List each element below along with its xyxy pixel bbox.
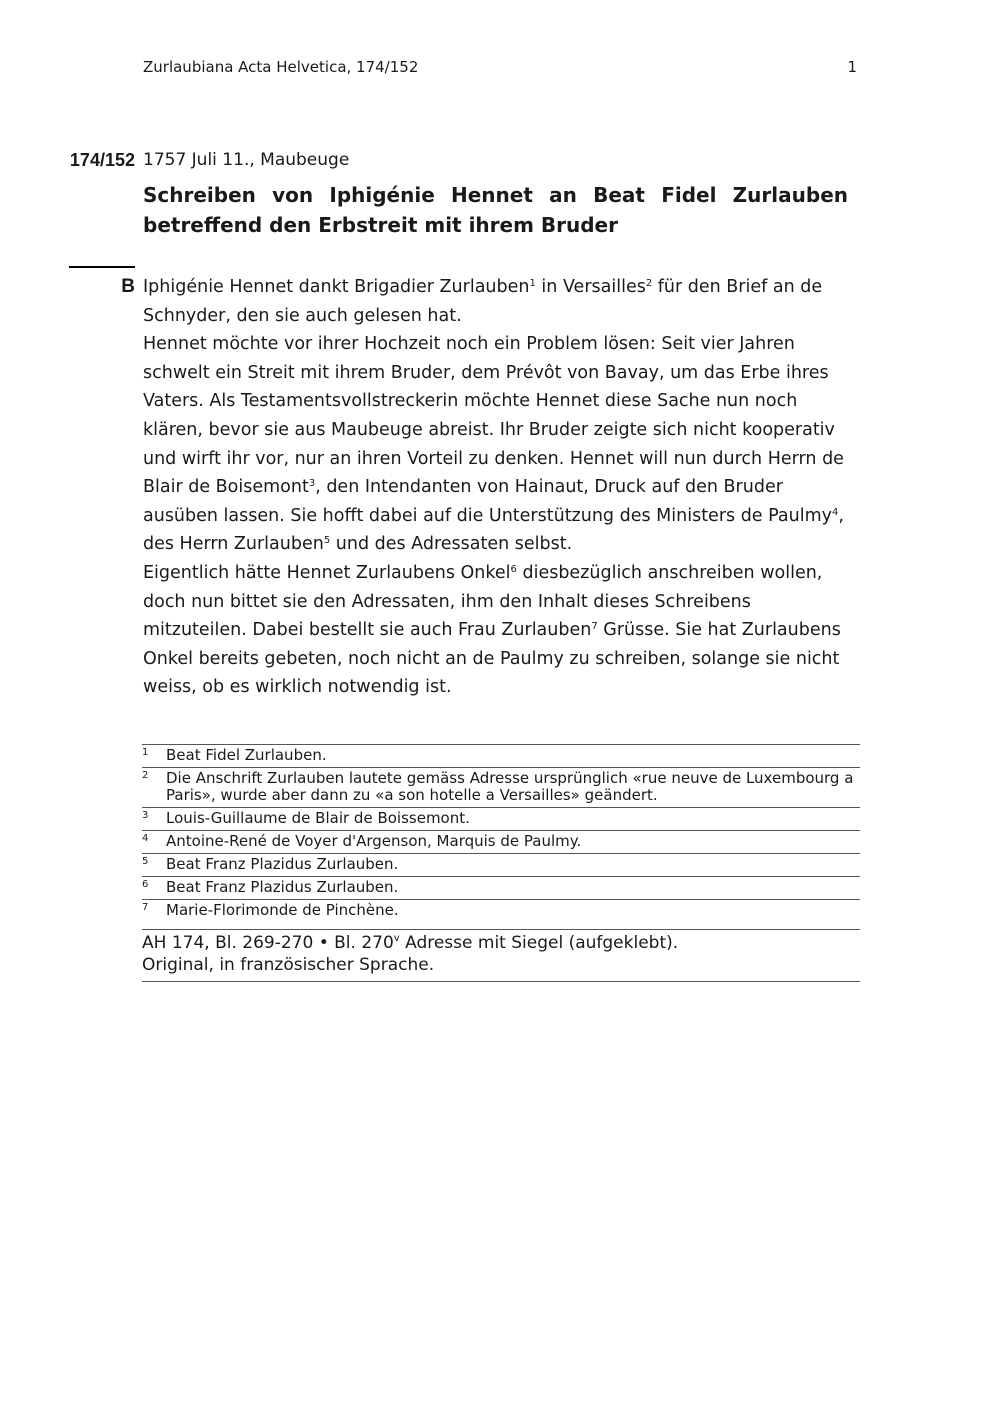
footnote-text: Marie-Florimonde de Pinchène. bbox=[166, 901, 399, 919]
footnote-text: Louis-Guillaume de Blair de Boissemont. bbox=[166, 809, 470, 827]
footnote bbox=[142, 807, 860, 830]
text-run: in Versailles bbox=[535, 277, 646, 297]
abstract-paragraph-1 bbox=[143, 273, 859, 330]
footnote-number: 6 bbox=[142, 879, 149, 890]
footnote-text: Beat Franz Plazidus Zurlauben. bbox=[166, 878, 399, 896]
footnote-ref-1[interactable]: 1 bbox=[529, 278, 536, 289]
page-number: 1 bbox=[847, 58, 857, 76]
footnote-number: 2 bbox=[142, 770, 149, 781]
section-rule bbox=[69, 266, 135, 268]
verso-mark: v bbox=[393, 933, 400, 944]
section-label: B bbox=[121, 276, 135, 297]
footnote bbox=[142, 744, 860, 767]
text-run: diesbezüglich anschreiben wollen, doch nun bittet sie den Adressaten, ihm den Inhalt dieses Schreibens mitzuteilen. Dabei bestellt sie auch Frau Zurlauben bbox=[143, 562, 823, 641]
source-text: Adresse mit Siegel (aufgeklebt). bbox=[399, 933, 679, 953]
footnote-text: Die Anschrift Zurlauben lautete gemäss Adresse ursprünglich «rue neuve de Luxembourg a Paris», wurde aber dann zu «a son hotelle a Versailles» geändert. bbox=[166, 769, 854, 804]
text-run: Grüsse. Sie hat Zurlaubens Onkel bereits gebeten, noch nicht an de Paulmy zu schreiben, solange sie nicht weiss, ob es wirklich notwendig ist. bbox=[143, 620, 841, 698]
abstract bbox=[143, 273, 859, 702]
footnote bbox=[142, 899, 860, 922]
source-line-1 bbox=[142, 932, 860, 954]
running-head bbox=[143, 58, 857, 76]
footnote bbox=[142, 767, 860, 807]
footnote-number: 7 bbox=[142, 902, 149, 913]
abstract-paragraph-2 bbox=[143, 330, 859, 559]
footnote-ref-3[interactable]: 3 bbox=[308, 478, 316, 490]
text-run: Eigentlich hätte Hennet Zurlaubens Onkel bbox=[143, 562, 511, 583]
footnote-number: 3 bbox=[142, 810, 149, 821]
footnote-text: Beat Fidel Zurlauben. bbox=[166, 746, 327, 764]
footnote-text: Beat Franz Plazidus Zurlauben. bbox=[166, 855, 399, 873]
text-run: , den Intendanten von Hainaut, Druck auf den Bruder ausüben lassen. Sie hofft dabei auf die Unterstützung des Ministers de Paulmy bbox=[143, 477, 832, 526]
footnotes bbox=[142, 744, 860, 982]
text-run: für den Brief an de Schnyder, den sie auch gelesen hat. bbox=[143, 277, 823, 326]
source-note bbox=[142, 929, 860, 982]
footnote-ref-5[interactable]: 5 bbox=[323, 535, 331, 547]
document-date-place: 1757 Juli 11., Maubeuge bbox=[143, 150, 350, 170]
abstract-paragraph-3 bbox=[143, 559, 859, 702]
footnote-ref-2[interactable]: 2 bbox=[645, 278, 653, 289]
footnote-ref-4[interactable]: 4 bbox=[831, 506, 839, 518]
text-run: und des Adressaten selbst. bbox=[330, 534, 573, 555]
document-title: Schreiben von Iphigénie Hennet an Beat Fidel Zurlauben betreffend den Erbstreit mit ihrem Bruder bbox=[143, 183, 848, 237]
footnote-ref-7[interactable]: 7 bbox=[591, 621, 598, 633]
footnote bbox=[142, 876, 860, 899]
source-text: AH 174, Bl. 269-270 • Bl. 270 bbox=[142, 933, 394, 953]
text-run: Hennet möchte vor ihrer Hochzeit noch ein Problem lösen: Seit vier Jahren schwelt ein Streit mit ihrem Bruder, dem Prévôt von Bavay, um das Erbe ihres Vaters. Als Testamentsvollstreckerin möchte Hennet diese Sache nun noch klären, bevor sie aus Maubeuge abreist. Ihr Bruder zeigte sich nicht kooperativ und wirft ihr vor, nur an ihren Vorteil zu denken. Hennet will nun durch Herrn de Blair de Boisemont bbox=[143, 334, 844, 498]
footnote-number: 4 bbox=[142, 833, 149, 844]
footnote-number: 1 bbox=[142, 747, 149, 758]
footnote bbox=[142, 830, 860, 853]
footnote-text: Antoine-René de Voyer d'Argenson, Marquis de Paulmy. bbox=[166, 832, 582, 850]
footnote-ref-6[interactable]: 6 bbox=[510, 563, 517, 575]
source-line-2: Original, in französischer Sprache. bbox=[142, 955, 435, 975]
footnote-number: 5 bbox=[142, 856, 149, 867]
series-title: Zurlaubiana Acta Helvetica, 174/152 bbox=[143, 58, 419, 76]
text-run: , des Herrn Zurlauben bbox=[143, 505, 844, 555]
text-run: Iphigénie Hennet dankt Brigadier Zurlauben bbox=[143, 277, 530, 297]
document-number: 174/152 bbox=[69, 150, 135, 170]
footnote bbox=[142, 853, 860, 876]
